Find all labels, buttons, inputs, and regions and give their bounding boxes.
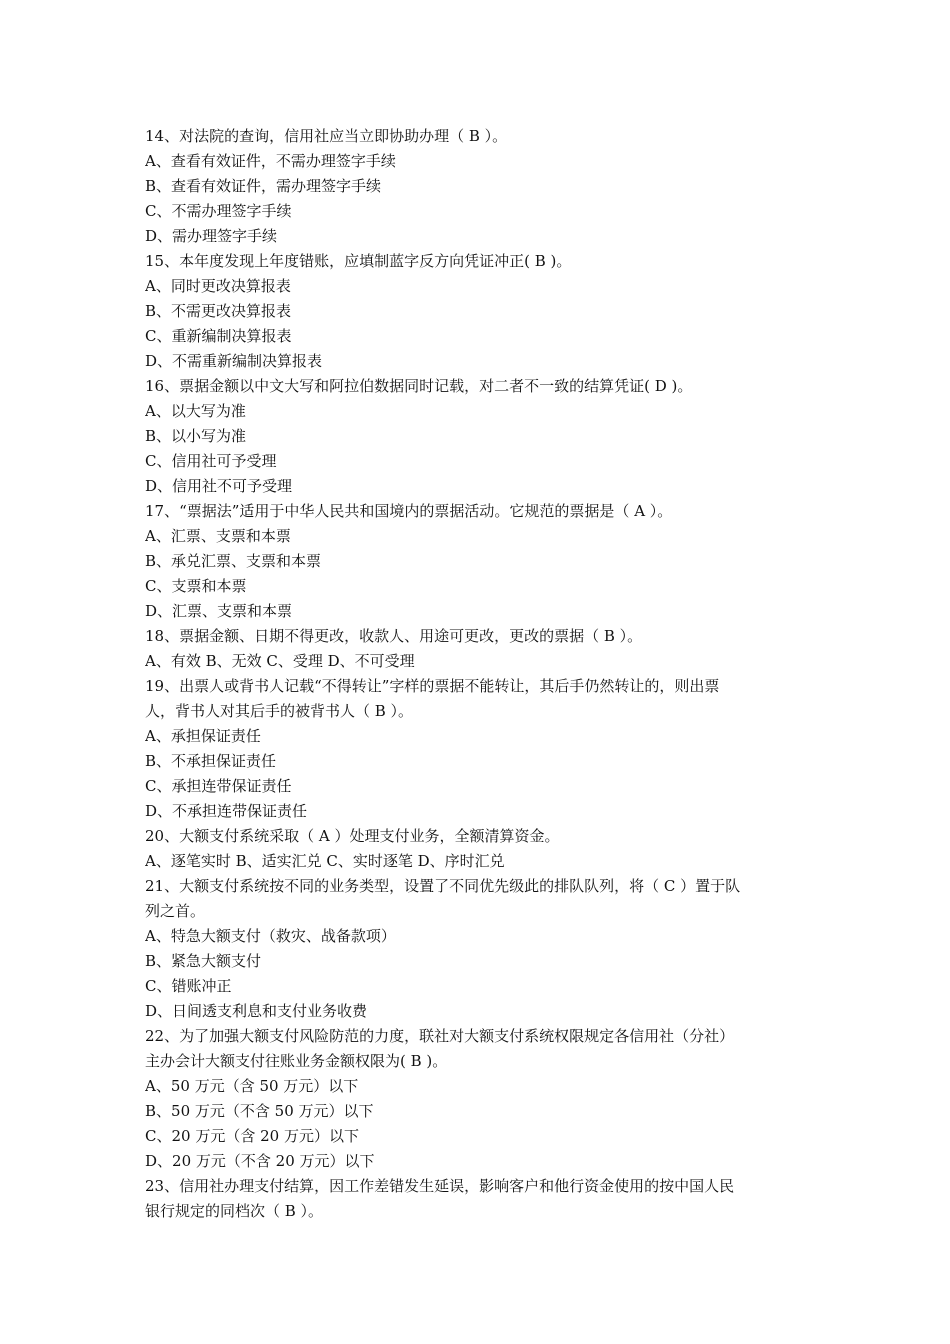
document-page <box>145 124 810 1224</box>
answer-option: C、错账冲正 <box>145 977 232 995</box>
answer-option: D、不承担连带保证责任 <box>145 802 308 820</box>
question-block <box>145 249 810 374</box>
answer-option: C、20 万元（含 20 万元）以下 <box>145 1127 359 1145</box>
question-block <box>145 624 810 674</box>
question-stem: 21、大额支付系统按不同的业务类型，设置了不同优先级此的排队队列，将（ C ）置于队 <box>145 877 741 895</box>
question-stem: 23、信用社办理支付结算，因工作差错发生延误，影响客户和他行资金使用的按中国人民 <box>145 1177 735 1195</box>
question-block <box>145 499 810 624</box>
answer-option: B、50 万元（不含 50 万元）以下 <box>145 1102 374 1120</box>
answer-option: D、需办理签字手续 <box>145 227 278 245</box>
answer-option: A、特急大额支付（救灾、战备款项） <box>145 927 396 945</box>
answer-option: D、日间透支利息和支付业务收费 <box>145 1002 368 1020</box>
answer-option: D、汇票、支票和本票 <box>145 602 293 620</box>
question-stem: 20、大额支付系统采取（ A ）处理支付业务，全额清算资金。 <box>145 827 560 845</box>
question-block <box>145 824 810 874</box>
question-stem: 16、票据金额以中文大写和阿拉伯数据同时记载，对二者不一致的结算凭证( D )。 <box>145 377 693 395</box>
answer-option: B、承兑汇票、支票和本票 <box>145 552 322 570</box>
answer-option: A、50 万元（含 50 万元）以下 <box>145 1077 359 1095</box>
answer-option: A、有效 B、无效 C、受理 D、不可受理 <box>145 652 415 670</box>
answer-option: B、查看有效证件，需办理签字手续 <box>145 177 382 195</box>
question-block <box>145 374 810 499</box>
question-block <box>145 124 810 249</box>
question-stem: 17、“票据法”适用于中华人民共和国境内的票据活动。它规范的票据是（ A ）。 <box>145 502 673 520</box>
question-block <box>145 1174 810 1224</box>
question-stem: 列之首。 <box>145 902 206 920</box>
question-block <box>145 674 810 824</box>
answer-option: C、承担连带保证责任 <box>145 777 292 795</box>
question-stem: 22、为了加强大额支付风险防范的力度，联社对大额支付系统权限规定各信用社（分社） <box>145 1027 735 1045</box>
answer-option: A、同时更改决算报表 <box>145 277 291 295</box>
question-stem: 19、出票人或背书人记载“不得转让”字样的票据不能转让，其后手仍然转让的，则出票 <box>145 677 720 695</box>
answer-option: A、承担保证责任 <box>145 727 261 745</box>
answer-option: A、查看有效证件，不需办理签字手续 <box>145 152 396 170</box>
answer-option: A、汇票、支票和本票 <box>145 527 291 545</box>
answer-option: C、不需办理签字手续 <box>145 202 292 220</box>
question-stem: 18、票据金额、日期不得更改，收款人、用途可更改，更改的票据（ B ）。 <box>145 627 643 645</box>
answer-option: D、20 万元（不含 20 万元）以下 <box>145 1152 375 1170</box>
answer-option: C、信用社可予受理 <box>145 452 277 470</box>
answer-option: B、不需更改决算报表 <box>145 302 292 320</box>
question-stem: 人，背书人对其后手的被背书人（ B ）。 <box>145 702 414 720</box>
answer-option: D、信用社不可予受理 <box>145 477 293 495</box>
question-block <box>145 1024 810 1174</box>
answer-option: C、支票和本票 <box>145 577 247 595</box>
answer-option: A、以大写为准 <box>145 402 246 420</box>
answer-option: D、不需重新编制决算报表 <box>145 352 323 370</box>
answer-option: C、重新编制决算报表 <box>145 327 292 345</box>
answer-option: B、以小写为准 <box>145 427 247 445</box>
question-stem: 14、对法院的查询，信用社应当立即协助办理（ B ）。 <box>145 127 508 145</box>
question-stem: 15、本年度发现上年度错账，应填制蓝字反方向凭证冲正( B )。 <box>145 252 572 270</box>
answer-option: B、不承担保证责任 <box>145 752 277 770</box>
question-block <box>145 874 810 1024</box>
answer-option: B、紧急大额支付 <box>145 952 262 970</box>
question-stem: 银行规定的同档次（ B ）。 <box>145 1202 324 1220</box>
question-stem: 主办会计大额支付往账业务金额权限为( B )。 <box>145 1052 448 1070</box>
answer-option: A、逐笔实时 B、适实汇兑 C、实时逐笔 D、序时汇兑 <box>145 852 505 870</box>
